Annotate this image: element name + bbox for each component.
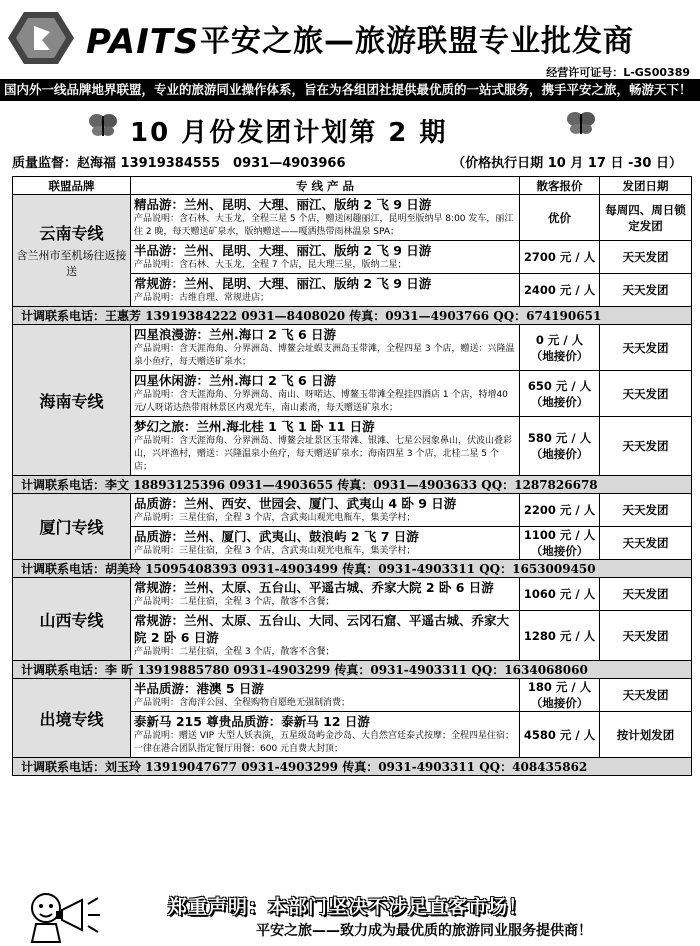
product-cell — [131, 679, 520, 712]
product-cell — [131, 325, 520, 371]
product-description: 产品说明：古维自理、常规进店； — [134, 293, 270, 303]
brand-note: 含兰州市至机场往返接送 — [16, 249, 127, 278]
brand-name: 云南专线 — [39, 224, 104, 243]
price-cell: 0 元 / 人 （地接价） — [520, 325, 600, 371]
header-schedule: 发团日期 — [600, 177, 692, 195]
product-cell — [131, 241, 520, 274]
contact-info: 计调联系电话：王惠芳 13919384222 0931—8408020 传真：0931—4903766 QQ：674190651 — [13, 307, 692, 325]
product-description: 产品说明：含天涯海角、分界洲岛、南山、呀喏达、博鳌玉带滩全程挂四酒店 1 个店，特增40元/人呀诺达热带雨林景区内观光车，南山素斋，每天赠送矿泉水； — [134, 390, 508, 413]
product-name: 半品游：兰州、昆明、大理、丽江、版纳 2 飞 9 日游 — [134, 243, 432, 258]
table-header-row — [13, 177, 692, 195]
price-cell: 1060 元 / 人 — [520, 578, 600, 611]
header-price: 散客报价 — [520, 177, 600, 195]
brand-name: 海南专线 — [39, 391, 104, 411]
contact-row — [13, 476, 692, 494]
contact-info: 计调联系电话：李文 18893125396 0931—4903655 传真：0931—4903633 QQ：1287826678 — [13, 476, 692, 494]
product-description: 产品说明：二星住宿，全程 3 个店，散客不含餐； — [134, 647, 335, 657]
brand-cell — [13, 578, 131, 661]
product-name: 精品游：兰州、昆明、大理、丽江、版纳 2 飞 9 日游 — [134, 197, 432, 212]
table-body — [13, 195, 692, 776]
contact-info: 计调联系电话：胡美玲 15095408393 0931-4903499 传真：0931-4903311 QQ：1653009450 — [13, 560, 692, 578]
schedule-cell: 天天发团 — [600, 611, 692, 661]
schedule-cell: 天天发团 — [600, 325, 692, 371]
product-cell — [131, 417, 520, 476]
price-cell: 1280 元 / 人 — [520, 611, 600, 661]
price-cell: 2700 元 / 人 — [520, 241, 600, 274]
price-cell: 650 元 / 人 （地接价） — [520, 371, 600, 417]
product-description: 产品说明：三星住宿，全程 3 个店，含武夷山观光电瓶车，集美学村； — [134, 513, 416, 523]
product-description: 产品说明：含石林、大玉龙，全程 7 个店，昆大理三星，版纳二星； — [134, 260, 407, 270]
product-description: 产品说明：含天涯海角、分界洲岛、博鳌会址蜈支洲岛玉带滩，全程四星 3 个店，赠送：兴隆温泉小鱼疗，每天赠送矿泉水； — [134, 344, 515, 367]
contact-row — [13, 560, 692, 578]
megaphone-mascot-icon — [18, 886, 128, 944]
product-name: 梦幻之旅：兰州.海北桂 1 飞 1 卧 11 日游 — [134, 419, 375, 434]
table-row — [13, 679, 692, 712]
schedule-cell: 天天发团 — [600, 494, 692, 527]
contact-row — [13, 758, 692, 776]
table-row — [13, 195, 692, 241]
product-name: 常规游：兰州、太原、五台山、大同、云冈石窟、平遥古城、乔家大院 2 卧 6 日游 — [134, 613, 510, 645]
price-cell: 2200 元 / 人 — [520, 494, 600, 527]
product-description: 产品说明：二星住宿，全程 3 个店，散客不含餐； — [134, 597, 335, 607]
contact-row — [13, 661, 692, 679]
product-name: 四星浪漫游：兰州.海口 2 飞 6 日游 — [134, 327, 337, 342]
schedule-cell: 天天发团 — [600, 274, 692, 307]
brand-cell — [13, 195, 131, 307]
product-cell — [131, 371, 520, 417]
price-cell: 4580 元 / 人 — [520, 712, 600, 758]
table-row — [13, 494, 692, 527]
brand-cell — [13, 494, 131, 560]
logo-text: PAITS — [86, 22, 200, 62]
footer — [0, 880, 700, 946]
product-description: 产品说明：含天涯海角、分界洲岛、博鳌会址景区玉带滩、银滩、七星公园象鼻山，伏波山叠彩山，兴坪渔村，赠送：兴隆温泉小鱼疗，每天赠送矿泉水；海南四星 3 个店，北桂二星 5 个店； — [134, 436, 513, 472]
schedule-cell: 天天发团 — [600, 241, 692, 274]
product-cell — [131, 611, 520, 661]
price-cell: 优价 — [520, 195, 600, 241]
price-cell: 1100 元 / 人 （地接价） — [520, 527, 600, 560]
license-number: 经营许可证号：L-GS00389 — [546, 66, 690, 79]
table-row — [13, 578, 692, 611]
product-description: 产品说明：三星住宿，全程 3 个店，含武夷山观光电瓶车，集美学村； — [134, 546, 416, 556]
header-brand: 联盟品牌 — [13, 177, 131, 195]
schedule-cell: 按计划发团 — [600, 712, 692, 758]
product-name: 泰新马 215 尊贵品质游：泰新马 12 日游 — [134, 714, 370, 729]
product-name: 常规游：兰州、昆明、大理、丽江、版纳 2 飞 9 日游 — [134, 276, 432, 291]
product-cell — [131, 195, 520, 241]
schedule-cell: 天天发团 — [600, 679, 692, 712]
schedule-cell: 天天发团 — [600, 417, 692, 476]
product-name: 品质游：兰州、西安、世园会、厦门、武夷山 4 卧 9 日游 — [134, 496, 457, 511]
schedule-cell: 天天发团 — [600, 527, 692, 560]
product-cell — [131, 527, 520, 560]
schedule-cell: 天天发团 — [600, 371, 692, 417]
price-cell: 2400 元 / 人 — [520, 274, 600, 307]
product-name: 半品质游：港澳 5 日游 — [134, 681, 264, 696]
butterfly-icon — [88, 112, 118, 138]
brand-name: 山西专线 — [39, 610, 104, 630]
slogan-bar: 国内外一线品牌地界联盟，专业的旅游同业操作体系，旨在为各组团社提供最优质的一站式服务，携手平安之旅，畅游天下！ — [0, 79, 700, 101]
main-title: 平安之旅—旅游联盟专业批发商 — [200, 24, 634, 59]
header-product: 专 线 产 品 — [131, 177, 520, 195]
plan-title: 10 月份发团计划第 2 期 — [130, 118, 448, 148]
product-cell — [131, 578, 520, 611]
notice-statement: 郑重声明：本部门坚决不涉足直客市场！ — [168, 896, 529, 918]
contact-info: 计调联系电话：刘玉玲 13919047677 0931-4903299 传真：0931-4903311 QQ：408435862 — [13, 758, 692, 776]
product-cell — [131, 274, 520, 307]
paits-logo-icon — [6, 10, 76, 66]
price-cell: 180 元 / 人 （地接价） — [520, 679, 600, 712]
butterfly-icon — [566, 110, 596, 136]
product-description: 产品说明：赠送 VIP 大型人妖表演，五星级岛屿金沙岛、大自然宫廷泰式按摩；全程四星住宿；一律在港合团队指定餐厅用餐；600 元自费大封顶； — [134, 731, 514, 754]
brand-cell — [13, 325, 131, 476]
product-cell — [131, 494, 520, 527]
brand-name: 出境专线 — [39, 709, 104, 729]
price-date: （价格执行日期 10 月 17 日 -30 日） — [452, 156, 682, 171]
brand-cell — [13, 679, 131, 758]
product-description: 产品说明：含海洋公园、全程购物自愿绝无强制消费； — [134, 698, 351, 708]
table-row — [13, 325, 692, 371]
tour-plan-table — [12, 176, 692, 776]
product-name: 四星休闲游：兰州.海口 2 飞 6 日游 — [134, 373, 337, 388]
schedule-cell: 每周四、周日锁定发团 — [600, 195, 692, 241]
supervise-line — [12, 152, 692, 171]
product-name: 常规游：兰州、太原、五台山、平遥古城、乔家大院 2 卧 6 日游 — [134, 580, 494, 595]
brand-name: 厦门专线 — [39, 518, 104, 537]
header — [0, 0, 700, 78]
quality-supervisor: 质量监督：赵海福 13919384555 0931—4903966 — [12, 156, 346, 171]
motto: 平安之旅——致力成为最优质的旅游同业服务提供商！ — [256, 923, 592, 939]
product-cell — [131, 712, 520, 758]
product-description: 产品说明：含石林、大玉龙，全程三星 5 个店，赠送闲趣丽江，昆明至版纳早 8:00 发车，丽江住 2 晚，每天赠送矿泉水，版纳赠送——嘎洒热带雨林温泉 SPA； — [134, 214, 514, 237]
contact-info: 计调联系电话：李 昕 13919885780 0931-4903299 传真：0931-4903311 QQ：1634068060 — [13, 661, 692, 679]
product-name: 品质游：兰州、厦门、武夷山、鼓浪屿 2 飞 7 日游 — [134, 529, 419, 544]
price-cell: 580 元 / 人 （地接价） — [520, 417, 600, 476]
contact-row — [13, 307, 692, 325]
schedule-cell: 天天发团 — [600, 578, 692, 611]
